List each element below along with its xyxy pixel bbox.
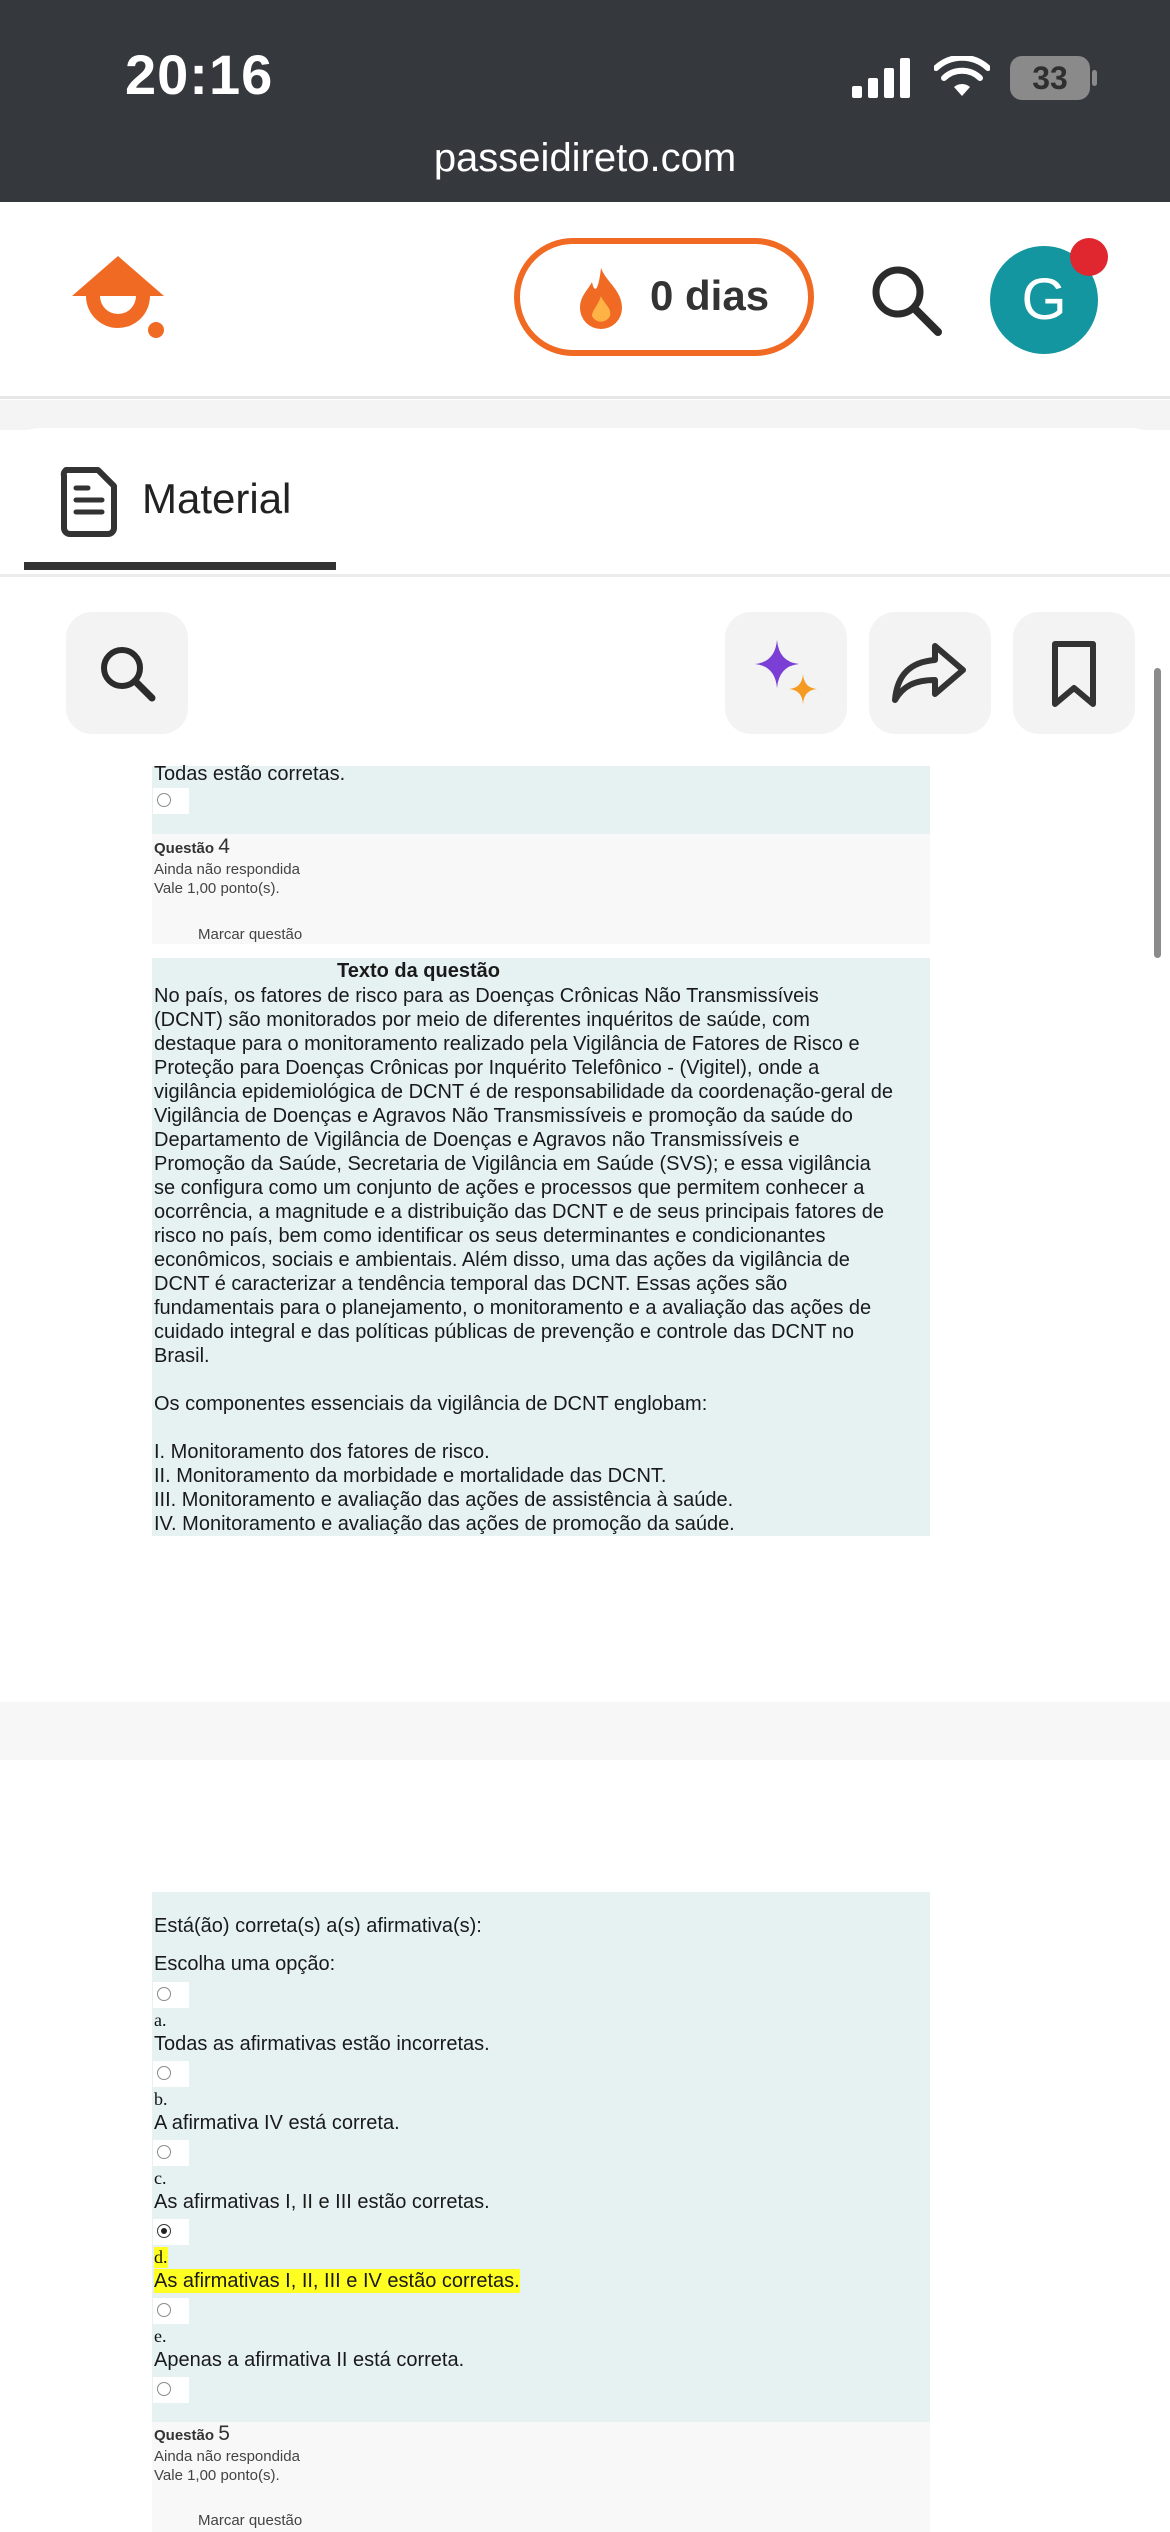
question-5-flag-link[interactable]: Marcar questão <box>198 2512 303 2529</box>
flag-question-link[interactable]: Marcar questão <box>198 926 303 943</box>
scrollbar-thumb[interactable] <box>1154 668 1161 958</box>
bookmark-button[interactable] <box>1013 612 1135 734</box>
option-letter: c. <box>154 2168 167 2188</box>
radio-button[interactable] <box>157 2303 171 2317</box>
option-letter: e. <box>154 2326 167 2346</box>
header-divider-band <box>0 400 1170 430</box>
question-5-status: Ainda não respondida <box>154 2448 300 2465</box>
question-points: Vale 1,00 ponto(s). <box>154 880 280 897</box>
search-icon <box>66 612 188 734</box>
previous-option-text: Todas estão corretas. <box>154 763 346 785</box>
paragraph-line: Proteção para Doenças Crônicas por Inquérito Telefônico - (Vigitel), onde a <box>154 1057 820 1079</box>
battery-indicator: 33 <box>1010 56 1090 100</box>
clock: 20:16 <box>125 43 274 106</box>
paragraph-line: No país, os fatores de risco para as Doenças Crônicas Não Transmissíveis <box>154 985 819 1007</box>
document-icon <box>58 466 120 538</box>
battery-tip <box>1092 70 1097 86</box>
radio-button[interactable] <box>157 793 171 807</box>
passei-direto-logo-icon[interactable] <box>68 252 168 348</box>
share-button[interactable] <box>869 612 991 734</box>
paragraph-line: Departamento de Vigilância de Doenças e Agravos não Transmissíveis e <box>154 1129 800 1151</box>
choose-option-label: Escolha uma opção: <box>154 1953 336 1975</box>
paragraph-line: Brasil. <box>154 1345 210 1367</box>
tab-material[interactable]: Material <box>142 475 292 522</box>
question-5-points: Vale 1,00 ponto(s). <box>154 2467 280 2484</box>
paragraph-line: cuidado integral e das políticas públicas de prevenção e controle das DCNT no <box>154 1321 855 1343</box>
option-text[interactable]: A afirmativa IV está correta. <box>154 2112 400 2134</box>
question-number: 4 <box>218 835 230 858</box>
component-item: I. Monitoramento dos fatores de risco. <box>154 1441 490 1463</box>
active-tab-indicator <box>24 562 336 570</box>
paragraph-line: DCNT é caracterizar a tendência temporal das DCNT. Essas ações são <box>154 1273 788 1295</box>
option-letter: a. <box>154 2010 167 2030</box>
cellular-signal-icon <box>852 58 912 98</box>
page-break <box>0 1702 1170 1760</box>
question-5-label: Questão 5 <box>154 2422 230 2445</box>
notification-dot <box>1070 238 1108 276</box>
paragraph-line: fundamentais para o planejamento, o monitoramento e a avaliação das ações de <box>154 1297 872 1319</box>
question-label: Questão 4 <box>154 835 230 858</box>
question-paragraph <box>154 984 934 1368</box>
paragraph-line: ocorrência, a magnitude e a distribuição das DCNT e de seus principais fatores de <box>154 1201 885 1223</box>
streak-label: 0 dias <box>650 272 770 319</box>
user-avatar[interactable]: G <box>990 246 1098 354</box>
option-text[interactable]: Apenas a afirmativa II está correta. <box>154 2349 465 2371</box>
radio-button[interactable] <box>157 2066 171 2080</box>
option-text[interactable]: As afirmativas I, II e III estão corretas. <box>154 2191 490 2213</box>
paragraph-line: vigilância epidemiológica de DCNT é de responsabilidade da coordenação-geral de <box>154 1081 893 1103</box>
question-status: Ainda não respondida <box>154 861 300 878</box>
flame-icon <box>576 266 626 330</box>
sparkle-icon <box>725 612 847 734</box>
components-intro: Os componentes essenciais da vigilância de DCNT englobam: <box>154 1393 708 1415</box>
components-list <box>154 1440 735 1536</box>
question-5-number: 5 <box>218 2422 230 2445</box>
ai-assistant-button[interactable] <box>725 612 847 734</box>
share-arrow-icon <box>869 612 991 734</box>
paragraph-line: Vigilância de Doenças e Agravos Não Transmissíveis e promoção da saúde do <box>154 1105 853 1127</box>
radio-button[interactable] <box>157 2382 171 2396</box>
radio-button[interactable] <box>157 1987 171 2001</box>
paragraph-line: destaque para o monitoramento realizado pela Vigilância de Fatores de Risco e <box>154 1033 860 1055</box>
option-letter: d. <box>154 2247 168 2267</box>
radio-dot <box>161 2228 167 2234</box>
component-item: IV. Monitoramento e avaliação das ações de promoção da saúde. <box>154 1513 735 1535</box>
search-document-button[interactable] <box>66 612 188 734</box>
component-item: III. Monitoramento e avaliação das ações de assistência à saúde. <box>154 1489 734 1511</box>
radio-button-selected[interactable] <box>157 2224 171 2238</box>
address-bar[interactable]: passeidireto.com <box>433 136 737 180</box>
radio-button[interactable] <box>157 2145 171 2159</box>
paragraph-line: econômicos, sociais e ambientais. Além disso, uma das ações da vigilância de <box>154 1249 850 1271</box>
question-prompt: Está(ão) correta(s) a(s) afirmativa(s): <box>154 1915 482 1937</box>
bookmark-icon <box>1013 612 1135 734</box>
question-text-heading: Texto da questão <box>337 960 500 982</box>
paragraph-line: se configura como um conjunto de ações e processos que permitem conhecer a <box>154 1177 865 1199</box>
option-text[interactable]: Todas as afirmativas estão incorretas. <box>154 2033 490 2055</box>
option-text-selected[interactable]: As afirmativas I, II, III e IV estão corretas. <box>154 2270 520 2292</box>
search-icon[interactable] <box>868 262 944 338</box>
wifi-icon <box>934 56 990 98</box>
paragraph-line: Promoção da Saúde, Secretaria de Vigilância em Saúde (SVS); e essa vigilância <box>154 1153 871 1175</box>
component-item: II. Monitoramento da morbidade e mortalidade das DCNT. <box>154 1465 667 1487</box>
paragraph-line: risco no país, bem como identificar os seus determinantes e condicionantes <box>154 1225 826 1247</box>
paragraph-line: (DCNT) são monitorados por meio de diferentes inquéritos de saúde, com <box>154 1009 810 1031</box>
option-letter: b. <box>154 2089 168 2109</box>
